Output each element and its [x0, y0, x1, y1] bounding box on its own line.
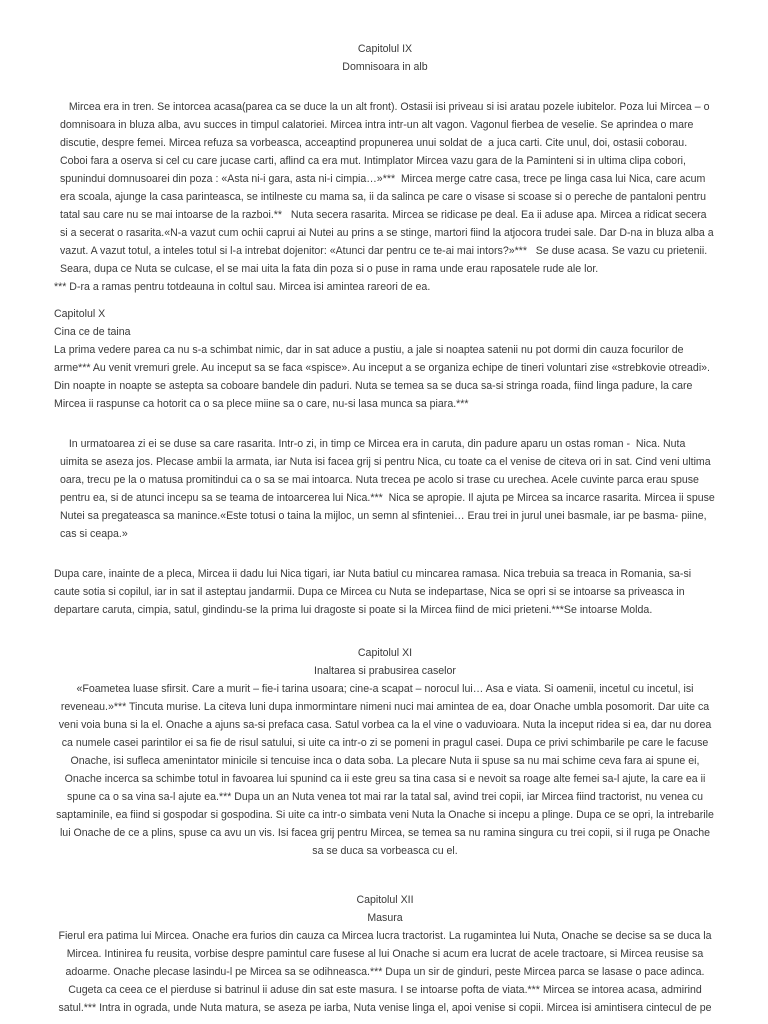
chapter-10-subtitle: Cina ce de taina — [54, 326, 131, 338]
chapter-10-title: Capitolul X — [54, 308, 106, 320]
chapter-9-paragraph-1: Mircea era in tren. Se intorcea acasa(parea ca se duce la un alt front). Ostasii isi priveau si isi aratau pozele iubitelor. Poza lui Mircea – o domnisoara in bluza alba, avu succes in timpul calatoriei. Mircea intra intr-un alt vagon. Vagonul fierbea de veselie. Se aprindea o mare discutie, despre femei. Mircea refuza sa vorbeasca, acceaptind propunerea unui soldat de a juca carti. Cite unul, doi, ostasii coborau. Coboi fara a oserva si cel cu care jucase carti, aflind ca era mut. Intimplator Mircea vazu gara de la Paminteni si in ultima clipa cobori, spunindui domnusoarei din poza : «Asta ni-i gara, asta ni-i cimpia…»*** Mircea merge catre casa, trece pe linga casa lui Nica, care acum era scoala, ajunge la casa parinteasca, se intilneste cu mama sa, ii da salinca pe care o visase si scoase si o pereche de pantaloni pentru tatal sau care nu se mai intoarse de la razboi.** Nuta secera rasarita. Mircea se ridicase pe deal. Ea ii aduse apa. Mircea a ridicat secera si a secerat o rasarita.«N-a vazut cum ochii caprui ai Nutei au prins a se stinge, martori fiind la atjocora trudei sale. Dar D-na in bluza alba a vazut. A vazut totul, a inteles totul si l-a intrebat dojenitor: «Atunci dar pentru ce te-ai mai intors?»*** Se duse acasa. Se vazu cu prietenii. Seara, dupa ce Nuta se culcase, el se mai uita la fata din poza si o puse in rama unde erau raposatele rude ale lor. — [60, 101, 717, 275]
chapter-10-paragraph-3: Dupa care, inainte de a pleca, Mircea ii dadu lui Nica tigari, iar Nuta batiul cu mincarea ramasa. Nica trebuia sa treaca in Romania, sa-si caute sotia si copilul, iar in sat il asteptau jandarmii. Dupa ce Mircea cu Nuta se indepartase, Nica se opri si se intoarse sa priveasca in departare caruta, cimpia, satul, gindindu-se la prima lui dragoste si poate si la Mircea fiind de mici prieteni.***Se intoarse Molda. — [54, 568, 692, 616]
chapter-11-subtitle: Inaltarea si prabusirea caselor — [314, 665, 456, 677]
chapter-9-paragraph-2: *** D-ra a ramas pentru totdeauna in coltul sau. Mircea isi amintea rareori de ea. — [54, 281, 431, 293]
chapter-12-title: Capitolul XII — [356, 894, 414, 906]
chapter-9 — [54, 40, 716, 296]
chapter-10 — [54, 305, 716, 619]
chapter-12-paragraph-1: Fierul era patima lui Mircea. Onache era furios din cauza ca Mircea lucra tractorist. La rugamintea lui Nuta, Onache se decise sa se duca la Mircea. Intinirea fu reusita, vorbise despre pamintul care fusese al lui Onache si acum era lucrat de acele tractoare, si Mircea reusise sa adoarme. Onache plecase lasindu-l pe Mircea sa se odihneasca.*** Dupa un sir de ginduri, peste Mircea parca se lasase o pace adinca. Cugeta ca ceea ce el pierduse si batrinul ii aduse din sat este masura. I se intoarse pofta de viata.*** Mircea se intorea acasa, admirind satul.*** Intra in ograda, unde Nuta matura, se aseza pe iarba, Nuta venise linga el, apoi venise si copii. Mircea isi amintisera cintecul de pe — [58, 930, 712, 1014]
chapter-9-subtitle: Domnisoara in alb — [342, 61, 428, 73]
chapter-11-paragraph-1: «Foametea luase sfirsit. Care a murit – fie-i tarina usoara; cine-a scapat – norocul lui… Asa e viata. Si oamenii, incetul cu incetul, isi reveneau.»*** Tincuta murise. La citeva luni dupa inmormintare nimeni nuci mai amintea de ea, doar Onache umbla posomorit. Dar uite ca veni voia buna si la el. Onache a ajuns sa-si prefaca casa. Satul vorbea ca la el vine o vaduvioara. Nuta la inceput ridea si ea, dar nu dorea ca numele casei parintilor ei sa fie de risul satului, si uite ca intr-o zi se pomeni in pragul casei. Dupa ce privi schimbarile pe care le facuse Onache, isi sufleca amenintator minicile si tencuise inca o data soba. La plecare Nuta ii spuse sa nu mai schime ceva fara ai spune ei, Onache incerca sa schimbe totul in favoarea lui spunind ca ii este greu sa tina casa si e nevoit sa roage alte femei sa-l ajute, la care ea ii spune ca o sa vina sa-l ajute ea.*** Dupa un an Nuta venea tot mai rar la tatal sal, avind trei copii, iar Mircea fiind tractorist, nu venea cu saptaminile, ea fiind si gospodar si gospodina. Si uite ca intr-o simbata veni Nuta la Onache si incepu a plinge. Dupa ce se opri, la intrebarile lui Onache de ce a plins, spuse ca avu un vis. Isi facea grij pentru Mircea, se temea sa nu ramina singura cu trei copii, si il ruga pe Onache sa se duca sa vorbeasca cu el. — [56, 683, 714, 857]
chapter-9-title: Capitolul IX — [357, 43, 413, 55]
chapter-11-title: Capitolul XI — [357, 647, 413, 659]
chapter-10-paragraph-1: La prima vedere parea ca nu s-a schimbat nimic, dar in sat aduce a pustiu, a jale si noaptea satenii nu pot dormi din cauza focurilor de arme*** Au venit vremuri grele. Au inceput sa se faca «spisce». Au inceput a se organiza echipe de tineri voluntari zise «strebkovie otreadi». Din noapte in noapte se astepta sa coboare bandele din paduri. Nuta se temea sa se duca sa-si stringa roada, fiind linga padure, la care Mircea ii raspunse ca hotorit ca o sa plece miine sa o care, nu-si lasa munca sa piara.*** — [54, 344, 711, 410]
chapter-10-paragraph-2: In urmatoarea zi ei se duse sa care rasarita. Intr-o zi, in timp ce Mircea era in caruta, din padure aparu un ostas roman - Nica. Nuta uimita se aseza jos. Plecase ambii la armata, iar Nuta isi facea grij si pentru Nica, cu toate ca el venise de citeva ori in sat. Cind veni ultima oara, trecu pe la o matusa promitindui ca o sa se mai intoarca. Nuta trecea pe acolo si trase cu urechea. Acele cuvinte parca erau spuse pentru ea, si de atunci incepu sa se teama de intoarcerea lui Nica.*** Nica se apropie. Il ajuta pe Mircea sa incarce rasarita. Mircea ii spuse Nutei sa pregateasca sa manince.«Este totusi o taina la mijloc, un semn al sfinteniei… Erau trei in jurul unei basmale, iar pe basma- piine, cas si ceapa.» — [60, 438, 718, 540]
chapter-12 — [54, 891, 716, 1017]
chapter-12-subtitle: Masura — [367, 912, 403, 924]
chapter-11 — [54, 644, 716, 860]
